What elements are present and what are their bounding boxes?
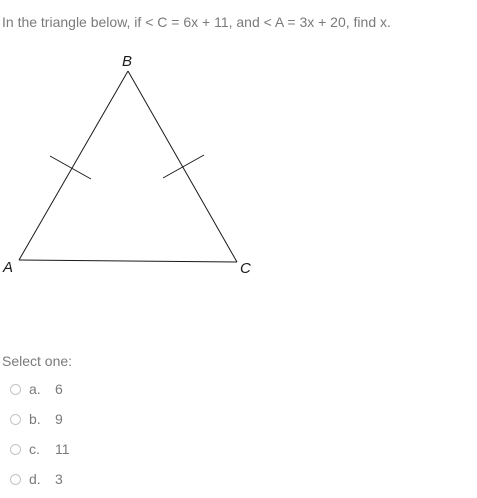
- option-letter: c.: [29, 441, 40, 457]
- option-letter: a.: [29, 381, 41, 397]
- question-text: In the triangle below, if < C = 6x + 11, and < A = 3x + 20, find x.: [2, 14, 391, 30]
- answer-option-b[interactable]: [0, 404, 300, 434]
- figure-background: [0, 48, 254, 280]
- triangle-diagram: [0, 48, 254, 280]
- vertex-label-a: A: [3, 259, 14, 276]
- select-prompt: Select one:: [2, 353, 73, 369]
- radio-button-a[interactable]: [10, 384, 21, 395]
- answer-option-c[interactable]: [0, 434, 300, 464]
- option-letter: d.: [29, 471, 41, 487]
- option-value: 11: [55, 441, 70, 457]
- answer-option-a[interactable]: [0, 374, 300, 404]
- answer-option-d[interactable]: [0, 464, 300, 494]
- option-letter: b.: [29, 411, 41, 427]
- radio-button-d[interactable]: [10, 474, 21, 485]
- option-value: 6: [55, 381, 63, 397]
- option-value: 9: [55, 411, 63, 427]
- answer-options: [0, 374, 300, 494]
- vertex-label-c: C: [240, 260, 251, 277]
- radio-button-c[interactable]: [10, 444, 21, 455]
- triangle-figure: [0, 48, 254, 280]
- radio-button-b[interactable]: [10, 414, 21, 425]
- option-value: 3: [55, 471, 63, 487]
- vertex-label-b: B: [122, 53, 133, 70]
